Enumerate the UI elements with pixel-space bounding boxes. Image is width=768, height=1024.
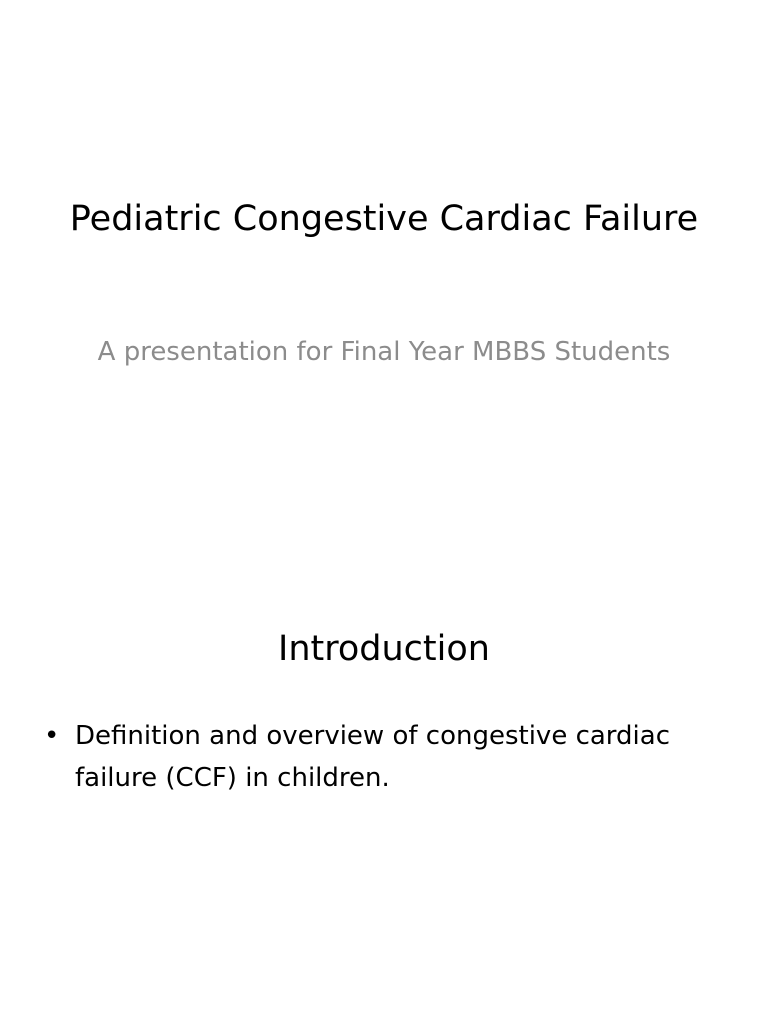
- bullet-item: [40, 715, 720, 799]
- bullet-list: [40, 715, 720, 799]
- bullet-text: Definition and overview of congestive cardiac failure (CCF) in children.: [75, 721, 670, 793]
- bullet-dot-icon: •: [44, 721, 60, 751]
- presentation-subtitle: A presentation for Final Year MBBS Students: [97, 337, 671, 367]
- slide-title: Introduction: [278, 629, 490, 669]
- introduction-slide: [0, 512, 768, 1024]
- presentation-title: Pediatric Congestive Cardiac Failure: [69, 199, 699, 239]
